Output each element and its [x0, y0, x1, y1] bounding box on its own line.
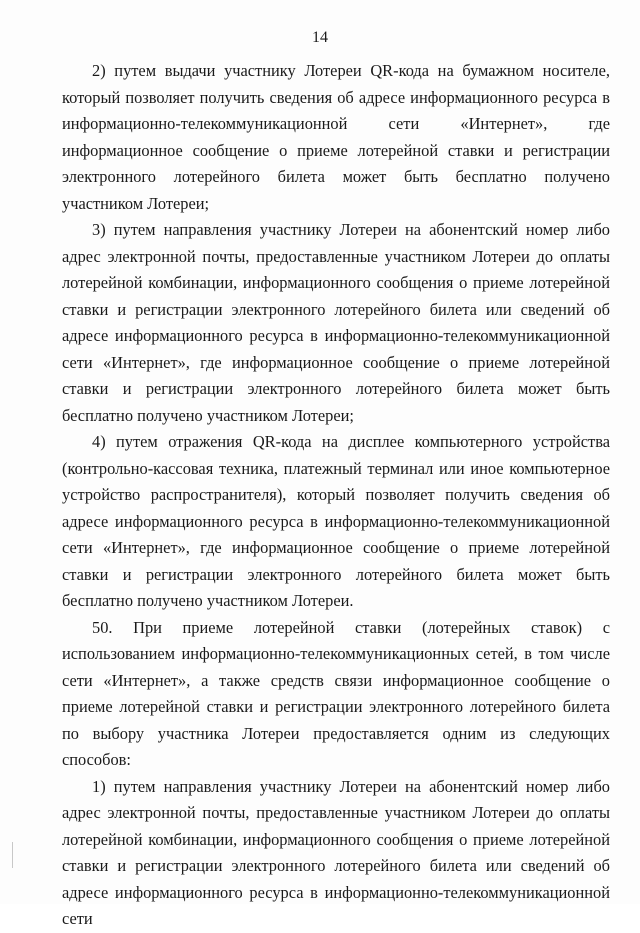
scan-edge-mark [12, 842, 13, 868]
paragraph-item-3: 3) путем направления участнику Лотереи на абонентский номер либо адрес электронной почты, предоставленные участником Лотереи до оплаты лотерейной комбинации, информационного сообщения о приеме лотерейной ставки и регистрации электронного лотерейного билета или сведений об адресе информационного ресурса в информационно-телекоммуникационной сети «Интернет», где информационное сообщение о приеме лотерейной ставки и регистрации электронного лотерейного билета может быть бесплатно получено участником Лотереи; [62, 220, 610, 425]
paragraph-item-1: 1) путем направления участнику Лотереи на абонентский номер либо адрес электронной почты, предоставленные участником Лотереи до оплаты лотерейной комбинации, информационного сообщения о приеме лотерейной ставки и регистрации электронного лотерейного билета или сведений об адресе информационного ресурса в информационно-телекоммуникационной сети [62, 776, 610, 928]
paragraph-clause-50: 50. При приеме лотерейной ставки (лотерейных ставок) с использованием информационно-телекоммуникационных сетей, в том числе сети «Интернет», а также средств связи информационное сообщение о приеме лотерейной ставки и регистрации электронного лотерейного билета по выбору участника Лотереи предоставляется одним из следующих способов: [62, 617, 610, 769]
paragraph-item-4: 4) путем отражения QR-кода на дисплее компьютерного устройства (контрольно-кассовая техника, платежный терминал или иное компьютерное устройство распространителя), который позволяет получить сведения об адресе информационного ресурса в информационно-телекоммуникационной сети «Интернет», где информационное сообщение о приеме лотерейной ставки и регистрации электронного лотерейного билета может быть бесплатно получено участником Лотереи. [62, 432, 610, 610]
page-number: 14 [312, 29, 328, 46]
paragraph-item-2: 2) путем выдачи участнику Лотереи QR-кода на бумажном носителе, который позволяет получить сведения об адресе информационного ресурса в информационно-телекоммуникационной сети «Интернет», где информационное сообщение о приеме лотерейной ставки и регистрации электронного лотерейного билета может быть бесплатно получено участником Лотереи; [62, 61, 610, 213]
document-body [62, 58, 610, 933]
